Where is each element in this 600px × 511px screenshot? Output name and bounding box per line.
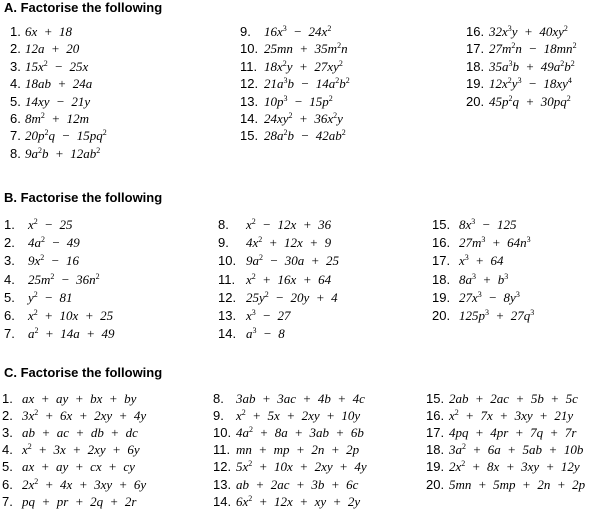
exercise-expression: 6x + 18 bbox=[25, 24, 73, 39]
exercise-expression: $a^2$ + 14a + 49 bbox=[28, 326, 115, 342]
exercise-number: 9. bbox=[218, 235, 229, 251]
exercise-number: 1. bbox=[4, 217, 15, 232]
exercise-expression: $x^3$ − 27 bbox=[246, 308, 291, 323]
exercise-number: 8. bbox=[10, 145, 21, 161]
exercise-number: 12. bbox=[218, 289, 237, 305]
exercise-number: 13. bbox=[213, 476, 232, 492]
exercise-expression: $9a^2b$ + $12ab^2$ bbox=[25, 145, 101, 161]
exercise-expression: 4pq + 4pr + 7q + 7r bbox=[449, 425, 577, 441]
exercise-number: 15. bbox=[240, 128, 259, 144]
exercise-number: 3. bbox=[4, 253, 15, 269]
exercise-expression: $x^3$ + 64 bbox=[459, 253, 504, 269]
exercise-expression: $8a^3$ + $b^3$ bbox=[459, 271, 509, 287]
exercise-expression: 12a + 20 bbox=[25, 41, 80, 57]
exercise-expression: ab + 2ac + 3b + 6c bbox=[236, 476, 359, 492]
exercise-expression: $8m^2$ + 12m bbox=[25, 111, 90, 126]
exercise-expression: ax + ay + cx + cy bbox=[22, 459, 135, 475]
exercise-number: 1. bbox=[10, 24, 21, 39]
exercise-expression: $4a^2$ + 8a + 3ab + 6b bbox=[236, 425, 364, 441]
exercise-expression: $x^2$ + 3x + 2xy + 6y bbox=[22, 442, 140, 458]
exercise-number: 3. bbox=[2, 425, 13, 441]
exercise-expression: $25m^2$ − $36n^2$ bbox=[28, 271, 100, 287]
exercise-expression: $8x^3$ − 125 bbox=[459, 217, 517, 232]
exercise-expression: $4a^2$ − 49 bbox=[28, 235, 80, 251]
exercise-number: 20. bbox=[432, 308, 451, 323]
exercise-expression: $x^2$ − 25 bbox=[28, 217, 73, 232]
exercise-expression: $3x^2$ + 6x + 2xy + 4y bbox=[22, 408, 147, 424]
exercise-number: 2. bbox=[4, 235, 15, 251]
exercise-number: 7. bbox=[10, 128, 21, 144]
exercise-expression: $4x^2$ + 12x + 9 bbox=[246, 235, 332, 251]
exercise-number: 11. bbox=[240, 58, 258, 74]
exercise-expression: $6x^2$ + 12x + xy + 2y bbox=[236, 493, 361, 509]
exercise-expression: 3ab + 3ac + 4b + 4c bbox=[236, 391, 365, 406]
exercise-number: 8. bbox=[213, 391, 224, 406]
exercise-number: 5. bbox=[2, 459, 13, 475]
exercise-number: 4. bbox=[4, 271, 15, 287]
exercise-number: 5. bbox=[10, 93, 21, 109]
exercise-number: 2. bbox=[10, 41, 21, 57]
exercise-number: 9. bbox=[213, 408, 224, 424]
exercise-number: 13. bbox=[218, 308, 237, 323]
exercise-number: 6. bbox=[2, 476, 13, 492]
exercise-expression: $a^3$ − 8 bbox=[246, 326, 285, 342]
exercise-number: 9. bbox=[240, 24, 251, 39]
exercise-expression: $x^2$ − 12x + 36 bbox=[246, 217, 332, 232]
exercise-number: 10. bbox=[218, 253, 237, 269]
exercise-expression: $12x^2y^3$ − $18xy^4$ bbox=[489, 76, 572, 92]
exercise-number: 14. bbox=[218, 326, 237, 342]
exercise-expression: $10p^3$ − $15p^2$ bbox=[264, 93, 333, 109]
exercise-expression: $24xy^2$ + $36x^2y$ bbox=[264, 111, 343, 126]
exercise-expression: $x^2$ + 7x + 3xy + 21y bbox=[449, 408, 574, 424]
exercise-number: 16. bbox=[426, 408, 445, 424]
exercise-number: 19. bbox=[432, 289, 451, 305]
exercise-number: 11. bbox=[218, 271, 236, 287]
exercise-expression: $20p^2q$ − $15pq^2$ bbox=[25, 128, 107, 144]
exercise-number: 18. bbox=[432, 271, 451, 287]
exercise-expression: $27m^2n$ − $18mn^2$ bbox=[489, 41, 577, 57]
exercise-number: 10. bbox=[213, 425, 232, 441]
exercise-number: 10. bbox=[240, 41, 259, 57]
exercise-number: 19. bbox=[466, 76, 485, 92]
section-heading: C. Factorise the following bbox=[4, 365, 163, 380]
exercise-expression: $18x^2y$ + $27xy^2$ bbox=[264, 58, 343, 74]
exercise-number: 19. bbox=[426, 459, 445, 475]
exercise-expression: mn + mp + 2n + 2p bbox=[236, 442, 360, 458]
exercise-expression: $21a^3b$ − $14a^2b^2$ bbox=[264, 76, 350, 92]
exercise-expression: $125p^3$ + $27q^3$ bbox=[459, 308, 535, 323]
exercise-expression: $32x^3y$ + $40xy^2$ bbox=[489, 24, 568, 39]
exercise-number: 4. bbox=[2, 442, 13, 458]
exercise-number: 1. bbox=[2, 391, 13, 406]
exercise-expression: $x^2$ + 5x + 2xy + 10y bbox=[236, 408, 361, 424]
exercise-number: 7. bbox=[2, 493, 13, 509]
exercise-expression: $x^2$ + 16x + 64 bbox=[246, 271, 332, 287]
exercise-number: 2. bbox=[2, 408, 13, 424]
exercise-number: 13. bbox=[240, 93, 259, 109]
exercise-number: 3. bbox=[10, 58, 21, 74]
exercise-expression: 14xy − 21y bbox=[25, 93, 91, 109]
exercise-expression: $x^2$ + 10x + 25 bbox=[28, 308, 114, 323]
exercise-number: 17. bbox=[466, 41, 485, 57]
exercise-number: 16. bbox=[466, 24, 485, 39]
exercise-number: 6. bbox=[4, 308, 15, 323]
exercise-number: 5. bbox=[4, 289, 15, 305]
exercise-number: 16. bbox=[432, 235, 451, 251]
exercise-expression: 18ab + 24a bbox=[25, 76, 93, 92]
exercise-number: 11. bbox=[213, 442, 231, 458]
exercise-expression: $27m^3$ + $64n^3$ bbox=[459, 235, 531, 251]
exercise-expression: pq + pr + 2q + 2r bbox=[22, 493, 137, 509]
exercise-expression: $45p^2q$ + $30pq^2$ bbox=[489, 93, 571, 109]
exercise-expression: $28a^2b$ − $42ab^2$ bbox=[264, 128, 346, 144]
exercise-expression: $9a^2$ − 30a + 25 bbox=[246, 253, 340, 269]
exercise-expression: 5mn + 5mp + 2n + 2p bbox=[449, 476, 586, 492]
exercise-expression: $27x^3$ − $8y^3$ bbox=[459, 289, 520, 305]
exercise-number: 15. bbox=[432, 217, 451, 232]
exercise-expression: 25mn + $35m^2n$ bbox=[264, 41, 348, 57]
exercise-expression: $3a^2$ + 6a + 5ab + 10b bbox=[449, 442, 584, 458]
exercise-expression: $35a^3b$ + $49a^2b^2$ bbox=[489, 58, 575, 74]
exercise-number: 4. bbox=[10, 76, 21, 92]
exercise-number: 18. bbox=[426, 442, 445, 458]
exercise-expression: $9x^2$ − 16 bbox=[28, 253, 80, 269]
exercise-number: 6. bbox=[10, 111, 21, 126]
exercise-number: 14. bbox=[213, 493, 232, 509]
exercise-number: 8. bbox=[218, 217, 229, 232]
exercise-expression: $16x^3$ − $24x^2$ bbox=[264, 24, 332, 39]
exercise-number: 12. bbox=[213, 459, 232, 475]
section-heading: B. Factorise the following bbox=[4, 190, 163, 205]
exercise-number: 17. bbox=[432, 253, 451, 269]
exercise-expression: ab + ac + db + dc bbox=[22, 425, 138, 441]
exercise-expression: $2x^2$ + 4x + 3xy + 6y bbox=[22, 476, 147, 492]
exercise-number: 12. bbox=[240, 76, 259, 92]
exercise-expression: $y^2$ − 81 bbox=[28, 289, 73, 305]
exercise-number: 17. bbox=[426, 425, 445, 441]
exercise-number: 20. bbox=[426, 476, 445, 492]
exercise-number: 14. bbox=[240, 111, 259, 126]
exercise-expression: ax + ay + bx + by bbox=[22, 391, 137, 406]
exercise-expression: $15x^2$ − 25x bbox=[25, 58, 89, 74]
exercise-number: 20. bbox=[466, 93, 485, 109]
section-heading: A. Factorise the following bbox=[4, 0, 163, 15]
exercise-expression: $25y^2$ − 20y + 4 bbox=[246, 289, 338, 305]
exercise-expression: $5x^2$ + 10x + 2xy + 4y bbox=[236, 459, 367, 475]
exercise-number: 7. bbox=[4, 326, 15, 342]
exercise-expression: $2x^2$ + 8x + 3xy + 12y bbox=[449, 459, 580, 475]
exercise-expression: 2ab + 2ac + 5b + 5c bbox=[449, 391, 578, 406]
exercise-number: 15. bbox=[426, 391, 445, 406]
exercise-number: 18. bbox=[466, 58, 485, 74]
